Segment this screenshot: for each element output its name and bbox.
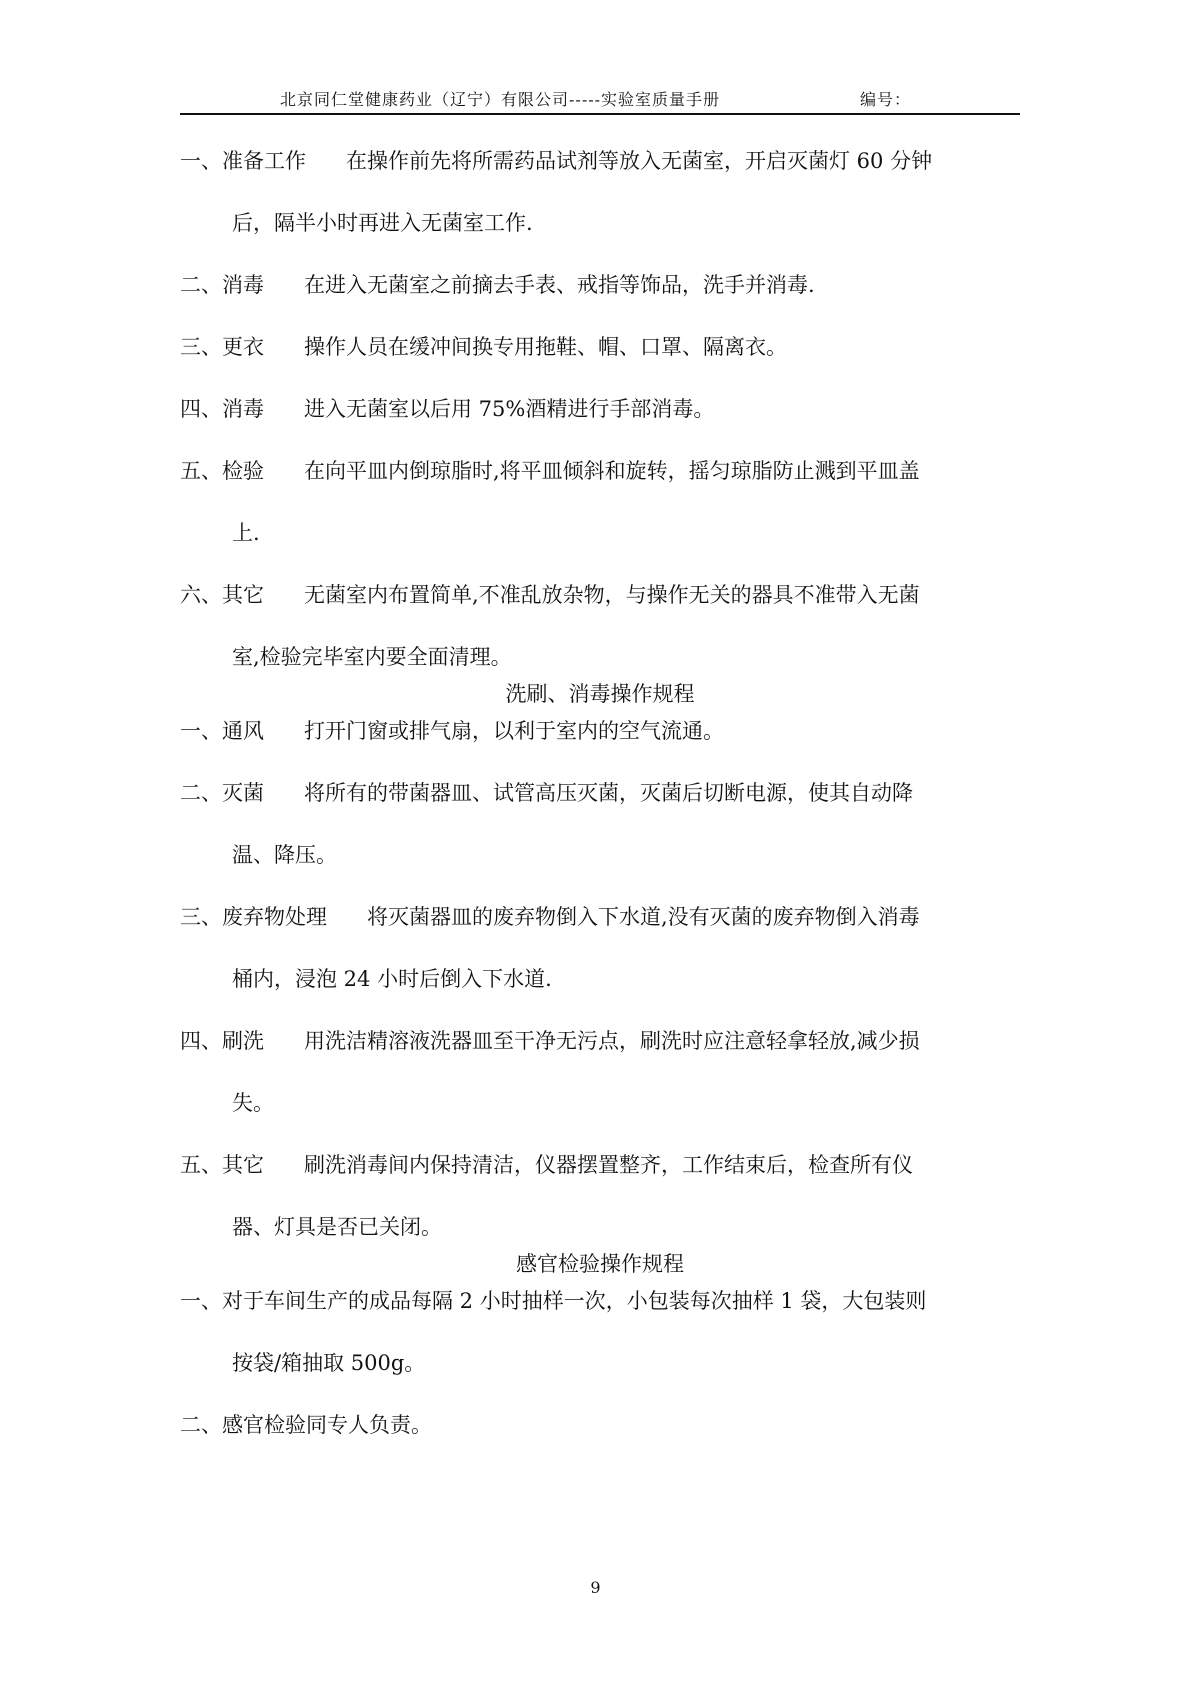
page-number: 9 xyxy=(590,1578,601,1597)
s1-item-6 xyxy=(180,579,1020,612)
item-label: 四、刷洗 xyxy=(180,1029,264,1053)
s2-item-3-cont: 桶内，浸泡 24 小时后倒入下水道. xyxy=(232,967,552,991)
s3-item-1-cont: 按袋/箱抽取 500g。 xyxy=(232,1351,426,1375)
item-label: 三、更衣 xyxy=(180,335,264,359)
item-label: 六、其它 xyxy=(180,583,264,607)
s1-item-4 xyxy=(180,393,1020,426)
header-title: 北京同仁堂健康药业（辽宁）有限公司-----实验室质量手册 xyxy=(280,90,721,109)
item-text: 用洗洁精溶液洗器皿至干净无污点，刷洗时应注意轻拿轻放,减少损 xyxy=(304,1029,920,1053)
item-label: 二、灭菌 xyxy=(180,781,264,805)
item-label: 三、废弃物处理 xyxy=(180,905,327,929)
s1-item-6-cont: 室,检验完毕室内要全面清理。 xyxy=(232,645,512,669)
s1-item-5 xyxy=(180,455,1020,488)
item-label: 五、其它 xyxy=(180,1153,264,1177)
s2-item-1 xyxy=(180,715,1020,748)
item-label: 二、消毒 xyxy=(180,273,264,297)
s2-item-5 xyxy=(180,1149,1020,1182)
item-text: 刷洗消毒间内保持清洁，仪器摆置整齐，工作结束后，检查所有仪 xyxy=(304,1153,913,1177)
s2-item-3 xyxy=(180,901,1020,934)
item-text: 在进入无菌室之前摘去手表、戒指等饰品，洗手并消毒. xyxy=(304,273,815,297)
item-label: 五、检验 xyxy=(180,459,264,483)
document-body xyxy=(180,145,1020,1442)
s1-item-3 xyxy=(180,331,1020,364)
s2-item-2 xyxy=(180,777,1020,810)
s1-item-1 xyxy=(180,145,1020,178)
section3-heading: 感官检验操作规程 xyxy=(516,1252,684,1276)
item-text: 无菌室内布置简单,不准乱放杂物，与操作无关的器具不准带入无菌 xyxy=(304,583,920,607)
section2-heading: 洗刷、消毒操作规程 xyxy=(505,682,695,706)
s3-item-1: 一、对于车间生产的成品每隔 2 小时抽样一次，小包装每次抽样 1 袋，大包装则 xyxy=(180,1289,927,1313)
s3-item-2: 二、感官检验同专人负责。 xyxy=(180,1413,432,1437)
item-text: 打开门窗或排气扇，以利于室内的空气流通。 xyxy=(304,719,724,743)
s2-item-4 xyxy=(180,1025,1020,1058)
item-text: 将灭菌器皿的废弃物倒入下水道,没有灭菌的废弃物倒入消毒 xyxy=(367,905,920,929)
s2-item-2-cont: 温、降压。 xyxy=(232,843,337,867)
item-label: 四、消毒 xyxy=(180,397,264,421)
item-text: 进入无菌室以后用 75%酒精进行手部消毒。 xyxy=(304,397,715,421)
s2-item-5-cont: 器、灯具是否已关闭。 xyxy=(232,1215,442,1239)
item-text: 在向平皿内倒琼脂时,将平皿倾斜和旋转，摇匀琼脂防止溅到平皿盖 xyxy=(304,459,920,483)
header-code-label: 编号： xyxy=(860,90,912,109)
item-text: 在操作前先将所需药品试剂等放入无菌室，开启灭菌灯 60 分钟 xyxy=(346,149,933,173)
page-header xyxy=(180,83,1020,115)
item-text: 操作人员在缓冲间换专用拖鞋、帽、口罩、隔离衣。 xyxy=(304,335,787,359)
item-label: 一、准备工作 xyxy=(180,149,306,173)
s1-item-1-cont: 后，隔半小时再进入无菌室工作. xyxy=(232,211,533,235)
s1-item-2 xyxy=(180,269,1020,302)
item-text: 将所有的带菌器皿、试管高压灭菌，灭菌后切断电源，使其自动降 xyxy=(304,781,913,805)
s2-item-4-cont: 失。 xyxy=(232,1091,274,1115)
s1-item-5-cont: 上. xyxy=(232,521,260,545)
item-label: 一、通风 xyxy=(180,719,264,743)
